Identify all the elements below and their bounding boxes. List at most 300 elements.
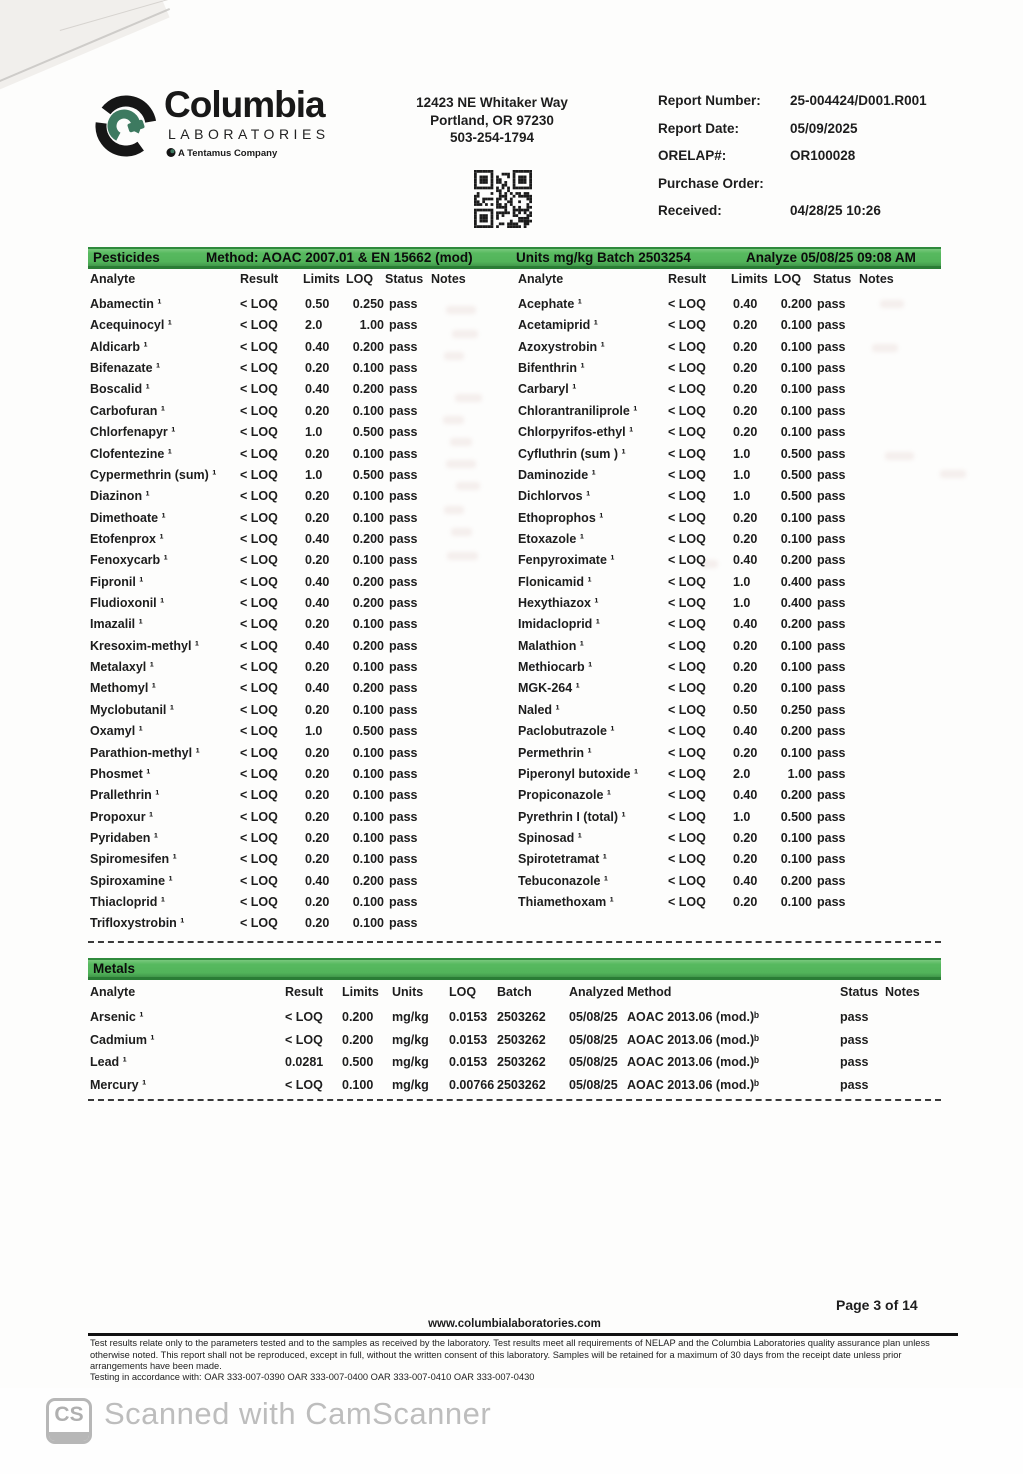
- cell-loq: 0.200: [780, 553, 812, 568]
- cell-limits: 0.20: [733, 361, 758, 376]
- table-row: [88, 318, 518, 339]
- col-loq: LOQ: [346, 272, 374, 286]
- cell-status: pass: [389, 596, 418, 611]
- table-row: [516, 297, 946, 318]
- tentamus-icon: [166, 147, 176, 158]
- cell-units: mg/kg: [392, 1010, 429, 1024]
- cell-result: < LOQ: [668, 638, 706, 653]
- table-row: [88, 895, 518, 916]
- cell-limits: 0.20: [305, 446, 330, 461]
- cell-result: < LOQ: [668, 467, 706, 482]
- cell-result: < LOQ: [668, 660, 706, 675]
- cell-limits: 0.20: [733, 403, 758, 418]
- cell-analyte: Acephate ¹: [518, 297, 582, 311]
- cell-result: < LOQ: [240, 403, 278, 418]
- cell-result: < LOQ: [240, 574, 278, 589]
- cell-result: < LOQ: [668, 531, 706, 546]
- cell-limits: 0.20: [733, 382, 758, 397]
- cell-status: pass: [840, 1032, 869, 1047]
- report-info-value: 25-004424/D001.R001: [790, 93, 927, 108]
- cell-analyte: Oxamyl ¹: [90, 724, 143, 739]
- columbia-labs-logo: [94, 84, 394, 172]
- cell-result: < LOQ: [240, 895, 278, 910]
- cell-result: < LOQ: [240, 788, 278, 803]
- cell-status: pass: [817, 446, 846, 461]
- cell-limits: 0.40: [305, 382, 330, 397]
- cell-status: pass: [817, 766, 846, 781]
- cell-loq: 0.500: [780, 467, 812, 482]
- cell-loq: 0.100: [352, 702, 384, 717]
- table-row: [516, 767, 946, 788]
- section-analyze: Analyze 05/08/25 09:08 AM: [746, 250, 916, 265]
- table-row: [516, 361, 946, 382]
- cell-result: < LOQ: [240, 446, 278, 461]
- table-row: [88, 340, 518, 361]
- table-row: [516, 681, 946, 702]
- table-row: [88, 489, 518, 510]
- cell-analyzed: 05/08/25: [569, 1032, 618, 1047]
- cell-analyte: Boscalid ¹: [90, 382, 150, 397]
- cell-status: pass: [817, 318, 846, 333]
- cell-loq: 0.100: [352, 809, 384, 824]
- cell-result: < LOQ: [668, 574, 706, 589]
- cell-result: < LOQ: [240, 489, 278, 504]
- cell-status: pass: [389, 809, 418, 824]
- report-info-row: [658, 176, 958, 204]
- cell-loq: 0.100: [780, 852, 812, 867]
- cell-limits: 1.0: [305, 467, 323, 482]
- metals-section-header: [88, 958, 941, 980]
- cell-limits: 0.40: [305, 596, 330, 611]
- table-row: [516, 895, 946, 916]
- cell-loq: 0.200: [352, 339, 384, 354]
- cell-analyte: Chlorpyrifos-ethyl ¹: [518, 425, 634, 440]
- cell-analyte: Spinosad ¹: [518, 830, 582, 845]
- cell-limits: 1.0: [305, 425, 323, 440]
- cell-limits: 0.20: [733, 681, 758, 696]
- report-info-label: Report Number:: [658, 93, 761, 108]
- cell-result: < LOQ: [240, 467, 278, 482]
- camscanner-icon: [46, 1398, 92, 1444]
- cell-status: pass: [389, 382, 418, 397]
- col-analyte: Analyte: [90, 272, 136, 286]
- table-row: [516, 746, 946, 767]
- col-result: Result: [285, 985, 324, 999]
- cell-analyte: Malathion ¹: [518, 638, 584, 653]
- cell-loq: 0.500: [780, 809, 812, 824]
- cell-batch: 2503262: [497, 1077, 546, 1092]
- cell-status: pass: [389, 617, 418, 632]
- cell-limits: 0.40: [733, 553, 758, 568]
- cell-result: < LOQ: [240, 361, 278, 376]
- cell-limits: 0.40: [733, 788, 758, 803]
- cell-limits: 0.20: [733, 318, 758, 333]
- cell-analyte: Fenpyroximate ¹: [518, 553, 615, 568]
- cell-limits: 0.50: [305, 297, 330, 311]
- cell-result: < LOQ: [668, 553, 706, 568]
- cell-result: < LOQ: [668, 297, 706, 311]
- table-row: [516, 724, 946, 745]
- address-line: 503-254-1794: [449, 130, 535, 145]
- col-limits: Limits: [303, 272, 340, 286]
- cell-loq: 0.100: [352, 745, 384, 760]
- cell-status: pass: [817, 403, 846, 418]
- cell-result: < LOQ: [240, 809, 278, 824]
- cell-loq: 0.200: [352, 574, 384, 589]
- cell-loq: 1.00: [787, 766, 812, 781]
- cell-limits: 0.20: [305, 660, 330, 675]
- cell-result: < LOQ: [285, 1077, 323, 1092]
- cell-loq: 0.100: [352, 766, 384, 781]
- cell-limits: 0.40: [733, 297, 758, 311]
- cell-analyzed: 05/08/25: [569, 1055, 618, 1070]
- cell-status: pass: [817, 553, 846, 568]
- cell-analyte: Arsenic ¹: [90, 1010, 144, 1024]
- cell-result: < LOQ: [668, 895, 706, 910]
- cell-result: < LOQ: [240, 681, 278, 696]
- cell-status: pass: [389, 766, 418, 781]
- cell-status: pass: [817, 297, 846, 311]
- cell-limits: 0.20: [305, 788, 330, 803]
- cell-limits: 0.20: [305, 745, 330, 760]
- cell-method: AOAC 2013.06 (mod.)ᵇ: [627, 1055, 760, 1070]
- cell-analyte: Bifenthrin ¹: [518, 361, 585, 376]
- table-row: [88, 639, 518, 660]
- footer-rule: [88, 1333, 958, 1336]
- section-method: Method: AOAC 2007.01 & EN 15662 (mod): [206, 250, 473, 265]
- cell-status: pass: [817, 660, 846, 675]
- cell-status: pass: [817, 638, 846, 653]
- cell-analyte: Fipronil ¹: [90, 574, 144, 589]
- cell-result: < LOQ: [668, 809, 706, 824]
- cell-loq: 0.0153: [449, 1010, 488, 1024]
- lab-address: [372, 94, 612, 147]
- cell-result: < LOQ: [668, 873, 706, 888]
- cell-analyte: Imidacloprid ¹: [518, 617, 600, 632]
- cell-status: pass: [817, 510, 846, 525]
- cell-loq: 0.100: [352, 788, 384, 803]
- cell-analyte: Pyridaben ¹: [90, 830, 159, 845]
- cell-result: < LOQ: [668, 745, 706, 760]
- cell-result: < LOQ: [285, 1032, 323, 1047]
- table-row: [516, 382, 946, 403]
- cell-loq: 0.100: [352, 403, 384, 418]
- table-row: [516, 639, 946, 660]
- cell-loq: 0.250: [352, 297, 384, 311]
- logo-subtitle: LABORATORIES: [168, 126, 330, 142]
- cell-status: pass: [389, 318, 418, 333]
- cell-result: < LOQ: [240, 425, 278, 440]
- table-row: [516, 489, 946, 510]
- cell-result: < LOQ: [240, 916, 278, 931]
- cell-loq: 0.100: [780, 510, 812, 525]
- cell-result: < LOQ: [668, 852, 706, 867]
- table-row: [516, 447, 946, 468]
- cell-limits: 0.40: [305, 574, 330, 589]
- cell-analyte: Pyrethrin I (total) ¹: [518, 809, 626, 824]
- cell-loq: 0.200: [780, 788, 812, 803]
- logo-tagline: A Tentamus Company: [178, 148, 278, 159]
- cell-status: pass: [817, 745, 846, 760]
- cell-status: pass: [817, 596, 846, 611]
- table-row: [88, 874, 518, 895]
- cell-analyte: Spiroxamine ¹: [90, 873, 173, 888]
- cell-result: < LOQ: [240, 852, 278, 867]
- cell-analyte: Fludioxonil ¹: [90, 596, 165, 611]
- cell-analyte: Etoxazole ¹: [518, 531, 584, 546]
- address-line: Portland, OR 97230: [430, 112, 554, 128]
- disclaimer-text: Test results relate only to the parameters tested and to the samples as received by the laboratory. Test results meet all requirements of NELAP and the Columbia Laboratories quality assurance plan unless otherwise noted. This report shall not be reproduced, except in full, without the written consent of this laboratory. Samples will be retained for a maximum of 30 days from the receipt date unless prior arrangements have been made.: [90, 1338, 930, 1372]
- table-row: [88, 788, 518, 809]
- cell-result: < LOQ: [240, 382, 278, 397]
- camscanner-icon-letters: CS: [54, 1403, 84, 1426]
- cell-loq: 1.00: [359, 318, 384, 333]
- cell-analyte: Spirotetramat ¹: [518, 852, 607, 867]
- cell-loq: 0.0153: [449, 1032, 488, 1047]
- cell-status: pass: [389, 467, 418, 482]
- cell-loq: 0.200: [352, 596, 384, 611]
- cell-status: pass: [389, 916, 418, 931]
- col-result: Result: [668, 272, 707, 286]
- cell-loq: 0.500: [780, 446, 812, 461]
- qr-code: [474, 170, 532, 228]
- cell-analyte: Tebuconazole ¹: [518, 873, 609, 888]
- section-title: Pesticides: [93, 250, 160, 265]
- cell-loq: 0.200: [780, 724, 812, 739]
- cell-analyte: Myclobutanil ¹: [90, 702, 175, 717]
- cell-loq: 0.100: [780, 531, 812, 546]
- cell-analyte: Permethrin ¹: [518, 745, 592, 760]
- cell-status: pass: [817, 382, 846, 397]
- cell-loq: 0.250: [780, 702, 812, 717]
- cell-status: pass: [389, 553, 418, 568]
- table-row: [516, 596, 946, 617]
- cell-units: mg/kg: [392, 1077, 429, 1092]
- cell-status: pass: [389, 531, 418, 546]
- cell-limits: 0.20: [305, 809, 330, 824]
- cell-status: pass: [389, 638, 418, 653]
- cell-analyte: Naled ¹: [518, 702, 560, 717]
- cell-status: pass: [817, 681, 846, 696]
- report-info-row: [658, 93, 958, 121]
- cell-status: pass: [817, 809, 846, 824]
- table-row: [516, 553, 946, 574]
- table-row: [88, 382, 518, 403]
- report-info-row: [658, 121, 958, 149]
- cell-status: pass: [389, 852, 418, 867]
- report-info-row: [658, 148, 958, 176]
- table-row: [88, 511, 518, 532]
- cell-status: pass: [817, 361, 846, 376]
- cell-analyte: Propiconazole ¹: [518, 788, 612, 803]
- cell-limits: 0.20: [733, 339, 758, 354]
- cell-analyte: Cadmium ¹: [90, 1032, 155, 1047]
- cell-status: pass: [389, 724, 418, 739]
- cell-result: < LOQ: [240, 873, 278, 888]
- cell-limits: 0.40: [305, 531, 330, 546]
- cell-loq: 0.200: [352, 873, 384, 888]
- section-units-batch: Units mg/kg Batch 2503254: [516, 250, 691, 265]
- table-row: [88, 575, 518, 596]
- cell-loq: 0.100: [352, 553, 384, 568]
- camscanner-watermark-text: Scanned with CamScanner: [104, 1396, 492, 1431]
- cell-status: pass: [389, 403, 418, 418]
- section-title: Metals: [93, 961, 136, 976]
- cell-loq: 0.500: [352, 467, 384, 482]
- col-batch: Batch: [497, 985, 532, 999]
- cell-limits: 0.20: [305, 766, 330, 781]
- table-row: [516, 660, 946, 681]
- cell-result: < LOQ: [240, 702, 278, 717]
- cell-status: pass: [389, 873, 418, 888]
- cell-analyte: Paclobutrazole ¹: [518, 724, 615, 739]
- cell-analyte: Kresoxim-methyl ¹: [90, 638, 200, 653]
- cell-limits: 0.20: [733, 745, 758, 760]
- cell-status: pass: [817, 467, 846, 482]
- cell-method: AOAC 2013.06 (mod.)ᵇ: [627, 1010, 760, 1024]
- cell-result: < LOQ: [240, 510, 278, 525]
- cell-status: pass: [389, 660, 418, 675]
- cell-limits: 0.50: [733, 702, 758, 717]
- cell-limits: 0.20: [305, 830, 330, 845]
- cell-limits: 0.20: [733, 510, 758, 525]
- pesticides-section-header: [88, 247, 941, 269]
- cell-loq: 0.100: [780, 318, 812, 333]
- cell-analyte: Propoxur ¹: [90, 809, 154, 824]
- table-row: [90, 1078, 990, 1101]
- cell-status: pass: [840, 1077, 869, 1092]
- table-row: [88, 660, 518, 681]
- table-row: [88, 724, 518, 745]
- cell-loq: 0.100: [780, 830, 812, 845]
- cell-loq: 0.100: [780, 681, 812, 696]
- cell-loq: 0.200: [352, 681, 384, 696]
- cell-loq: 0.100: [352, 660, 384, 675]
- cell-limits: 0.20: [305, 553, 330, 568]
- cell-limits: 0.40: [733, 873, 758, 888]
- table-row: [88, 425, 518, 446]
- cell-status: pass: [389, 574, 418, 589]
- cell-analyte: Spiromesifen ¹: [90, 852, 177, 867]
- col-status: Status: [385, 272, 424, 286]
- cell-loq: 0.100: [780, 638, 812, 653]
- cell-loq: 0.100: [352, 361, 384, 376]
- cell-batch: 2503262: [497, 1032, 546, 1047]
- cell-analyte: Hexythiazox ¹: [518, 596, 599, 611]
- cell-limits: 0.200: [342, 1032, 374, 1047]
- cell-analyte: Clofentezine ¹: [90, 446, 172, 461]
- cell-loq: 0.500: [780, 489, 812, 504]
- table-row: [516, 831, 946, 852]
- cell-result: < LOQ: [668, 510, 706, 525]
- pesticides-right-header-row: [516, 272, 946, 290]
- cell-status: pass: [817, 617, 846, 632]
- cell-analyte: Prallethrin ¹: [90, 788, 160, 803]
- cell-status: pass: [817, 852, 846, 867]
- cell-method: AOAC 2013.06 (mod.)ᵇ: [627, 1077, 760, 1092]
- cell-analyte: Acequinocyl ¹: [90, 318, 172, 333]
- cell-limits: 0.20: [305, 916, 330, 931]
- cell-result: < LOQ: [668, 596, 706, 611]
- cell-result: < LOQ: [668, 702, 706, 717]
- cell-status: pass: [817, 574, 846, 589]
- cell-analyte: Cyfluthrin (sum ) ¹: [518, 446, 626, 461]
- cell-analyte: Daminozide ¹: [518, 467, 596, 482]
- cell-loq: 0.200: [780, 617, 812, 632]
- cell-status: pass: [389, 702, 418, 717]
- cell-limits: 0.20: [733, 830, 758, 845]
- cell-result: < LOQ: [285, 1010, 323, 1024]
- cell-loq: 0.100: [780, 425, 812, 440]
- col-units: Units: [392, 985, 424, 999]
- cell-result: < LOQ: [668, 617, 706, 632]
- report-info-label: Purchase Order:: [658, 175, 764, 191]
- cell-loq: 0.100: [780, 403, 812, 418]
- col-notes: Notes: [885, 985, 920, 999]
- cell-limits: 0.20: [305, 361, 330, 376]
- cell-result: < LOQ: [240, 339, 278, 354]
- report-info-label: Report Date:: [658, 120, 740, 136]
- cell-result: < LOQ: [668, 489, 706, 504]
- cell-analyte: Parathion-methyl ¹: [90, 745, 200, 760]
- cell-result: < LOQ: [240, 830, 278, 845]
- table-row: [88, 447, 518, 468]
- cell-status: pass: [817, 895, 846, 910]
- pesticides-left-header-row: [88, 272, 518, 290]
- cell-limits: 0.20: [733, 895, 758, 910]
- cell-loq: 0.400: [780, 596, 812, 611]
- cell-result: < LOQ: [668, 681, 706, 696]
- cell-limits: 0.20: [733, 425, 758, 440]
- cell-result: < LOQ: [240, 766, 278, 781]
- address-line: 12423 NE Whitaker Way: [416, 95, 568, 110]
- table-row: [88, 831, 518, 852]
- cell-status: pass: [389, 489, 418, 504]
- cell-analyte: Thiamethoxam ¹: [518, 895, 614, 910]
- table-row: [516, 810, 946, 831]
- cell-units: mg/kg: [392, 1055, 429, 1070]
- cell-limits: 0.20: [733, 852, 758, 867]
- cell-result: < LOQ: [240, 318, 278, 333]
- cell-loq: 0.100: [352, 852, 384, 867]
- cell-result: 0.0281: [285, 1055, 324, 1070]
- table-row: [516, 318, 946, 339]
- cell-analyte: MGK-264 ¹: [518, 681, 580, 696]
- cell-loq: 0.200: [780, 297, 812, 311]
- section-separator: [88, 941, 941, 943]
- cell-limits: 0.20: [305, 403, 330, 418]
- camscanner-watermark-strip: [0, 1388, 1023, 1474]
- cell-limits: 0.20: [305, 895, 330, 910]
- cell-limits: 0.40: [305, 873, 330, 888]
- cell-loq: 0.100: [352, 895, 384, 910]
- cell-limits: 0.20: [305, 852, 330, 867]
- table-row: [516, 532, 946, 553]
- table-row: [88, 746, 518, 767]
- table-row: [90, 1033, 990, 1056]
- cell-loq: 0.200: [780, 873, 812, 888]
- cell-result: < LOQ: [240, 724, 278, 739]
- cell-analyte: Acetamiprid ¹: [518, 318, 598, 333]
- cell-status: pass: [817, 788, 846, 803]
- cell-status: pass: [389, 446, 418, 461]
- cell-analyte: Chlorfenapyr ¹: [90, 425, 176, 440]
- cell-status: pass: [817, 873, 846, 888]
- cell-analyte: Piperonyl butoxide ¹: [518, 766, 639, 781]
- table-row: [88, 596, 518, 617]
- table-row: [88, 297, 518, 318]
- table-row: [516, 425, 946, 446]
